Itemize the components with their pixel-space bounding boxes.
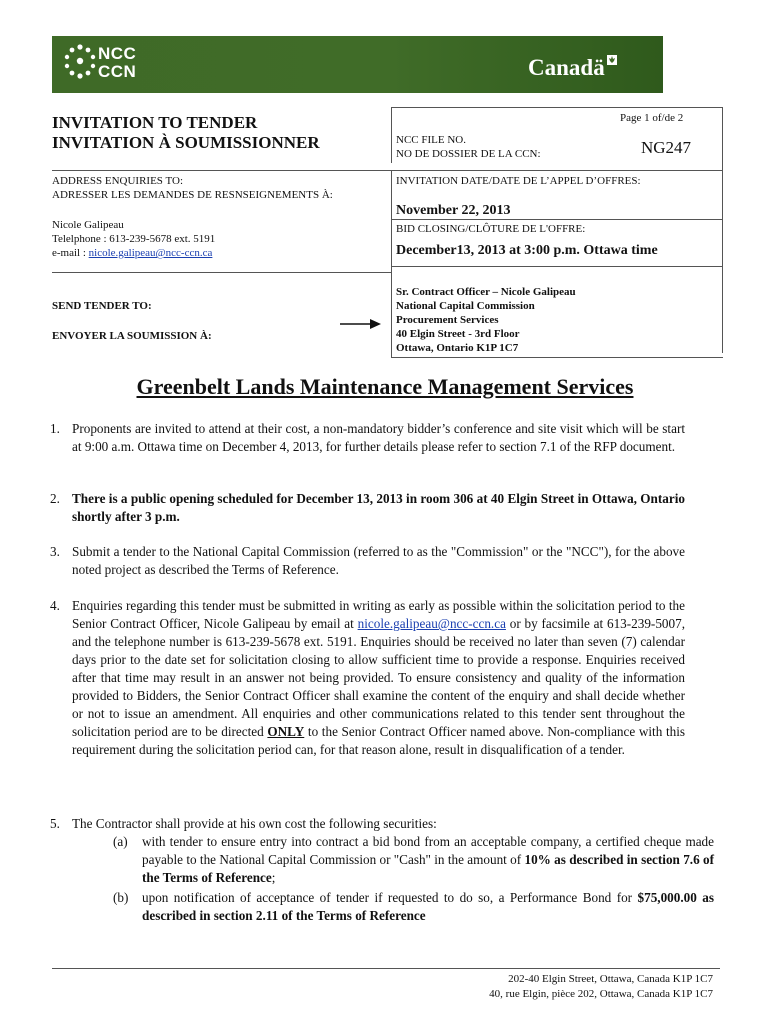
sub-a-end: ; — [271, 870, 276, 885]
item-4-part: to the Senior Contract Officer named above. Non-compliance with this requirement during the solicitation period can, for that reason alone, result in disqualification of a tender. — [72, 724, 686, 757]
logo-text-ccn: CCN — [98, 62, 137, 81]
item-5-text: The Contractor shall provide at his own cost the following securities: — [72, 816, 437, 831]
maple-flag-icon — [607, 55, 617, 65]
contact-name: Nicole Galipeau — [52, 219, 124, 231]
invitation-date: November 22, 2013 — [396, 203, 511, 218]
address-line: National Capital Commission — [396, 300, 535, 312]
item-number: 3. — [50, 544, 60, 559]
item-4-part: Enquiries regarding this tender must be submitted in writing as early as possible within the solicitation period to the Senior Contract Officer, Nicole Galipeau by email at — [72, 598, 685, 631]
sub-a-text: with tender to ensure entry into contract a bid bond from an acceptable company, a certified cheque made payable to the National Capital Commission or "Cash" in the amount of — [142, 834, 714, 867]
page-indicator: Page 1 of/de 2 — [620, 112, 684, 124]
address-line: Procurement Services — [396, 314, 499, 326]
document-title: Greenbelt Lands Maintenance Management Services — [136, 374, 634, 399]
sub-label-b: (b) — [113, 890, 129, 905]
footer-address-fr: 40, rue Elgin, pièce 202, Ottawa, Canada K1P 1C7 — [489, 988, 713, 1000]
sub-a-bold: 10% as described in section 7.6 of the Terms of Reference — [142, 852, 715, 885]
enquiries-bottom-line — [52, 272, 391, 273]
invitation-date-label: INVITATION DATE/DATE DE L’APPEL D’OFFRES: — [396, 175, 641, 187]
ncc-logo-icon — [60, 41, 100, 87]
sub-label-a: (a) — [113, 834, 128, 849]
item-1-text: Proponents are invited to attend at their cost, a non-mandatory bidder’s conference and site visit which will be start at 9:00 a.m. Ottawa time on December 4, 2013, for further details please refer to section 7.1 of the RFP document. — [72, 421, 685, 454]
date-separator-line — [391, 219, 723, 220]
address-line: 40 Elgin Street - 3rd Floor — [396, 328, 520, 340]
enquiries-label-en: ADDRESS ENQUIRIES TO: — [52, 175, 183, 187]
sub-item-b — [142, 889, 714, 925]
item-2-text: There is a public opening scheduled for December 13, 2013 in room 306 at 40 Elgin Street in Ottawa, Ontario shortly after 3 p.m. — [72, 491, 685, 524]
enquiries-label-fr: ADRESSER LES DEMANDES DE RESNSEIGNEMENTS À: — [52, 189, 333, 201]
address-bottom-line — [391, 357, 723, 358]
file-number: NG247 — [641, 138, 692, 157]
item-number: 5. — [50, 816, 60, 831]
item-number: 1. — [50, 421, 60, 436]
closing-separator-line — [391, 266, 723, 267]
sub-item-a — [142, 833, 714, 887]
right-box-line — [722, 107, 723, 353]
address-line: Sr. Contract Officer – Nicole Galipeau — [396, 286, 576, 298]
contact-phone: Telelphone : 613-239-5678 ext. 5191 — [52, 233, 216, 245]
grid-divider-line — [391, 170, 392, 358]
footer-address-en: 202-40 Elgin Street, Ottawa, Canada K1P 1C7 — [508, 973, 713, 985]
email-label: e-mail : — [52, 247, 86, 259]
canada-wordmark: Canadä — [528, 55, 605, 80]
item-number: 4. — [50, 598, 60, 613]
closing-label: BID CLOSING/CLÔTURE DE L'OFFRE: — [396, 223, 586, 235]
send-label-fr: ENVOYER LA SOUMISSION À: — [52, 330, 212, 342]
arrow-right-icon — [340, 318, 382, 330]
logo-text-ncc: NCC — [98, 44, 137, 63]
sub-b-bold: $75,000.00 as described in section 2.11 of the Terms of Reference — [142, 890, 714, 923]
title-fr: INVITATION À SOUMISSIONNER — [52, 133, 320, 152]
file-label-fr: NO DE DOSSIER DE LA CCN: — [396, 148, 541, 160]
item-3-text: Submit a tender to the National Capital Commission (referred to as the "Commission" or the "NCC"), for the above noted project as described the Terms of Reference. — [72, 544, 685, 577]
item-4-email-link[interactable]: nicole.galipeau@ncc-ccn.ca — [357, 616, 506, 631]
item-4-part: or by facsimile at 613-239-5007, and the telephone number is 613-239-5678 ext. 5191. Enquiries should be received no later than seven (7) calendar days prior to the date set for solicitation closing to allow sufficient time to provide a response. Enquiries received after that time may result in an answer not being provided. To ensure consistency and quality of the information provided to Bidders, the Senior Contract Officer shall examine the content of the enquiry and shall decide whether or not to issue an amendment. All enquiries and other communications related to this tender sent throughout the solicitation period are to be directed — [72, 616, 685, 739]
item-number: 2. — [50, 491, 60, 506]
send-label-en: SEND TENDER TO: — [52, 300, 152, 312]
item-4-only: ONLY — [267, 724, 305, 739]
item-4-text — [72, 597, 685, 759]
send-address — [396, 285, 576, 355]
closing-date: December13, 2013 at 3:00 p.m. Ottawa time — [396, 243, 658, 258]
box-top-line — [391, 107, 723, 108]
header-banner — [52, 36, 663, 93]
title-en: INVITATION TO TENDER — [52, 113, 258, 132]
file-box-left-line — [391, 107, 392, 163]
sub-b-text: upon notification of acceptance of tender if requested to do so, a Performance Bond for — [142, 890, 638, 905]
footer-line — [52, 968, 720, 969]
contact-email-row — [52, 246, 212, 260]
address-line: Ottawa, Ontario K1P 1C7 — [396, 342, 519, 354]
grid-top-line — [52, 170, 723, 171]
file-label-en: NCC FILE NO. — [396, 134, 466, 146]
email-link[interactable]: nicole.galipeau@ncc-ccn.ca — [88, 247, 213, 259]
